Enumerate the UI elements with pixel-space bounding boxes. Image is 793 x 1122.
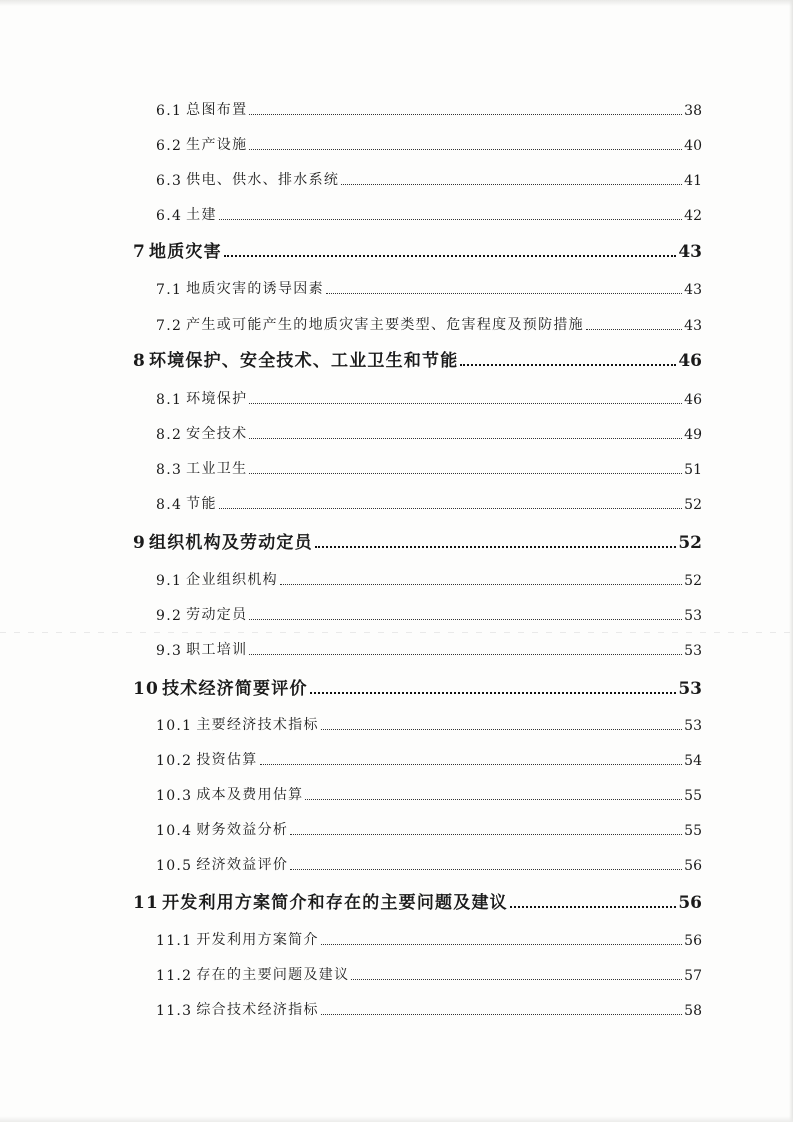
toc-chapter-number: 7 xyxy=(133,242,147,262)
toc-entry-6-1[interactable] xyxy=(156,97,702,119)
toc-dot-leader xyxy=(219,219,682,220)
toc-entry-number: 8.3 xyxy=(156,462,183,478)
toc-entry-number: 6.1 xyxy=(156,103,183,119)
toc-entry-number: 10.3 xyxy=(156,788,193,804)
toc-dot-leader xyxy=(321,944,682,945)
toc-chapter-9[interactable] xyxy=(133,527,702,553)
toc-entry-page: 43 xyxy=(684,318,702,334)
toc-entry-page: 52 xyxy=(684,497,702,513)
toc-entry-number: 11.1 xyxy=(156,933,193,949)
toc-entry-8-3[interactable] xyxy=(156,456,702,478)
toc-chapter-11[interactable] xyxy=(133,887,702,913)
toc-entry-page: 38 xyxy=(684,103,702,119)
toc-entry-page: 53 xyxy=(684,643,702,659)
toc-chapter-number: 9 xyxy=(133,533,147,553)
toc-entry-number: 9.1 xyxy=(156,573,183,589)
toc-entry-11-1[interactable] xyxy=(156,927,702,949)
toc-entry-7-1[interactable] xyxy=(156,276,702,298)
toc-chapter-10[interactable] xyxy=(133,673,702,699)
toc-entry-page: 41 xyxy=(684,173,702,189)
toc-chapter-title: 地质灾害 xyxy=(149,242,222,262)
toc-entry-number: 6.3 xyxy=(156,173,183,189)
toc-entry-page: 55 xyxy=(684,788,702,804)
toc-entry-page: 49 xyxy=(684,427,702,443)
toc-chapter-page: 53 xyxy=(678,679,702,699)
toc-entry-page: 52 xyxy=(684,573,702,589)
toc-entry-10-3[interactable] xyxy=(156,782,702,804)
toc-entry-page: 51 xyxy=(684,462,702,478)
toc-entry-title: 企业组织机构 xyxy=(186,572,278,588)
toc-dot-leader xyxy=(249,403,682,404)
toc-dot-leader xyxy=(321,1014,682,1015)
toc-chapter-page: 43 xyxy=(678,242,702,262)
toc-entry-9-1[interactable] xyxy=(156,567,702,589)
toc-entry-10-5[interactable] xyxy=(156,852,702,874)
toc-entry-number: 10.2 xyxy=(156,753,193,769)
toc-entry-page: 53 xyxy=(684,608,702,624)
toc-entry-page: 56 xyxy=(684,933,702,949)
toc-entry-title: 职工培训 xyxy=(186,642,248,658)
toc-entry-page: 43 xyxy=(684,282,702,298)
toc-entry-number: 8.1 xyxy=(156,392,183,408)
toc-dot-leader xyxy=(224,255,676,257)
toc-entry-title: 地质灾害的诱导因素 xyxy=(186,281,324,297)
toc-dot-leader xyxy=(249,619,682,620)
toc-chapter-7[interactable] xyxy=(133,236,702,262)
toc-entry-8-4[interactable] xyxy=(156,491,702,513)
toc-entry-number: 9.2 xyxy=(156,608,183,624)
toc-entry-10-2[interactable] xyxy=(156,747,702,769)
toc-dot-leader xyxy=(249,149,682,150)
toc-entry-title: 供电、供水、排水系统 xyxy=(186,172,340,188)
toc-entry-title: 主要经济技术指标 xyxy=(196,717,319,733)
toc-chapter-number: 11 xyxy=(133,893,160,913)
toc-entry-number: 8.2 xyxy=(156,427,183,443)
toc-dot-leader xyxy=(290,869,682,870)
toc-entry-6-4[interactable] xyxy=(156,202,702,224)
toc-chapter-page: 46 xyxy=(678,351,702,371)
toc-entry-number: 6.4 xyxy=(156,208,183,224)
toc-chapter-number: 8 xyxy=(133,351,147,371)
toc-entry-number: 7.1 xyxy=(156,282,183,298)
toc-dot-leader xyxy=(219,508,682,509)
toc-entry-page: 58 xyxy=(684,1003,702,1019)
toc-entry-title: 产生或可能产生的地质灾害主要类型、危害程度及预防措施 xyxy=(186,317,584,333)
toc-entry-title: 经济效益评价 xyxy=(196,857,289,873)
toc-entry-title: 节能 xyxy=(186,496,217,512)
toc-chapter-title: 技术经济简要评价 xyxy=(162,679,308,699)
toc-dot-leader xyxy=(326,293,682,294)
toc-chapter-page: 56 xyxy=(678,893,702,913)
toc-entry-title: 成本及费用估算 xyxy=(196,787,304,803)
toc-dot-leader xyxy=(510,906,676,908)
toc-entry-number: 11.3 xyxy=(156,1003,193,1019)
toc-dot-leader xyxy=(305,799,682,800)
toc-entry-page: 46 xyxy=(684,392,702,408)
toc-chapter-8[interactable] xyxy=(133,345,702,371)
toc-entry-title: 土建 xyxy=(186,207,217,223)
toc-entry-number: 8.4 xyxy=(156,497,183,513)
toc-dot-leader xyxy=(249,114,682,115)
toc-entry-page: 42 xyxy=(684,208,702,224)
toc-entry-page: 53 xyxy=(684,718,702,734)
toc-dot-leader xyxy=(280,584,682,585)
toc-entry-page: 57 xyxy=(684,968,702,984)
toc-entry-number: 9.3 xyxy=(156,643,183,659)
toc-entry-7-2[interactable] xyxy=(156,312,702,334)
toc-entry-title: 综合技术经济指标 xyxy=(196,1002,319,1018)
toc-entry-title: 生产设施 xyxy=(186,137,248,153)
toc-dot-leader xyxy=(351,979,682,980)
toc-entry-9-3[interactable] xyxy=(156,637,702,659)
toc-dot-leader xyxy=(249,654,682,655)
toc-entry-title: 开发利用方案简介 xyxy=(196,932,319,948)
toc-entry-number: 10.4 xyxy=(156,823,193,839)
toc-dot-leader xyxy=(460,364,676,366)
toc-dot-leader xyxy=(260,764,683,765)
toc-entry-10-1[interactable] xyxy=(156,712,702,734)
toc-dot-leader xyxy=(310,692,677,694)
toc-entry-10-4[interactable] xyxy=(156,817,702,839)
toc-entry-9-2[interactable] xyxy=(156,602,702,624)
toc-entry-number: 10.1 xyxy=(156,718,193,734)
toc-entry-number: 10.5 xyxy=(156,858,193,874)
toc-dot-leader xyxy=(290,834,682,835)
toc-entry-number: 7.2 xyxy=(156,318,183,334)
toc-entry-number: 11.2 xyxy=(156,968,193,984)
toc-entry-11-2[interactable] xyxy=(156,962,702,984)
toc-entry-title: 存在的主要问题及建议 xyxy=(196,967,350,983)
toc-entry-6-2[interactable] xyxy=(156,132,702,154)
toc-entry-title: 安全技术 xyxy=(186,426,248,442)
toc-entry-page: 54 xyxy=(684,753,702,769)
toc-entry-title: 财务效益分析 xyxy=(196,822,289,838)
toc-dot-leader xyxy=(249,438,682,439)
toc-dot-leader xyxy=(586,329,682,330)
toc-dot-leader xyxy=(341,184,682,185)
toc-entry-11-3[interactable] xyxy=(156,997,702,1019)
toc-dot-leader xyxy=(321,729,682,730)
toc-entry-title: 总图布置 xyxy=(186,102,248,118)
toc-entry-title: 环境保护 xyxy=(186,391,248,407)
toc-entry-8-2[interactable] xyxy=(156,421,702,443)
toc-chapter-title: 环境保护、安全技术、工业卫生和节能 xyxy=(149,351,459,371)
toc-dot-leader xyxy=(315,546,676,548)
toc-entry-page: 55 xyxy=(684,823,702,839)
toc-entry-8-1[interactable] xyxy=(156,386,702,408)
toc-entry-title: 工业卫生 xyxy=(186,461,248,477)
toc-chapter-title: 开发利用方案简介和存在的主要问题及建议 xyxy=(162,893,508,913)
toc-entry-title: 劳动定员 xyxy=(186,607,248,623)
toc-chapter-page: 52 xyxy=(678,533,702,553)
toc-entry-title: 投资估算 xyxy=(196,752,258,768)
toc-entry-number: 6.2 xyxy=(156,138,183,154)
toc-chapter-title: 组织机构及劳动定员 xyxy=(149,533,313,553)
toc-entry-page: 40 xyxy=(684,138,702,154)
toc-dot-leader xyxy=(249,473,682,474)
toc-entry-6-3[interactable] xyxy=(156,167,702,189)
toc-entry-page: 56 xyxy=(684,858,702,874)
toc-chapter-number: 10 xyxy=(133,679,160,699)
